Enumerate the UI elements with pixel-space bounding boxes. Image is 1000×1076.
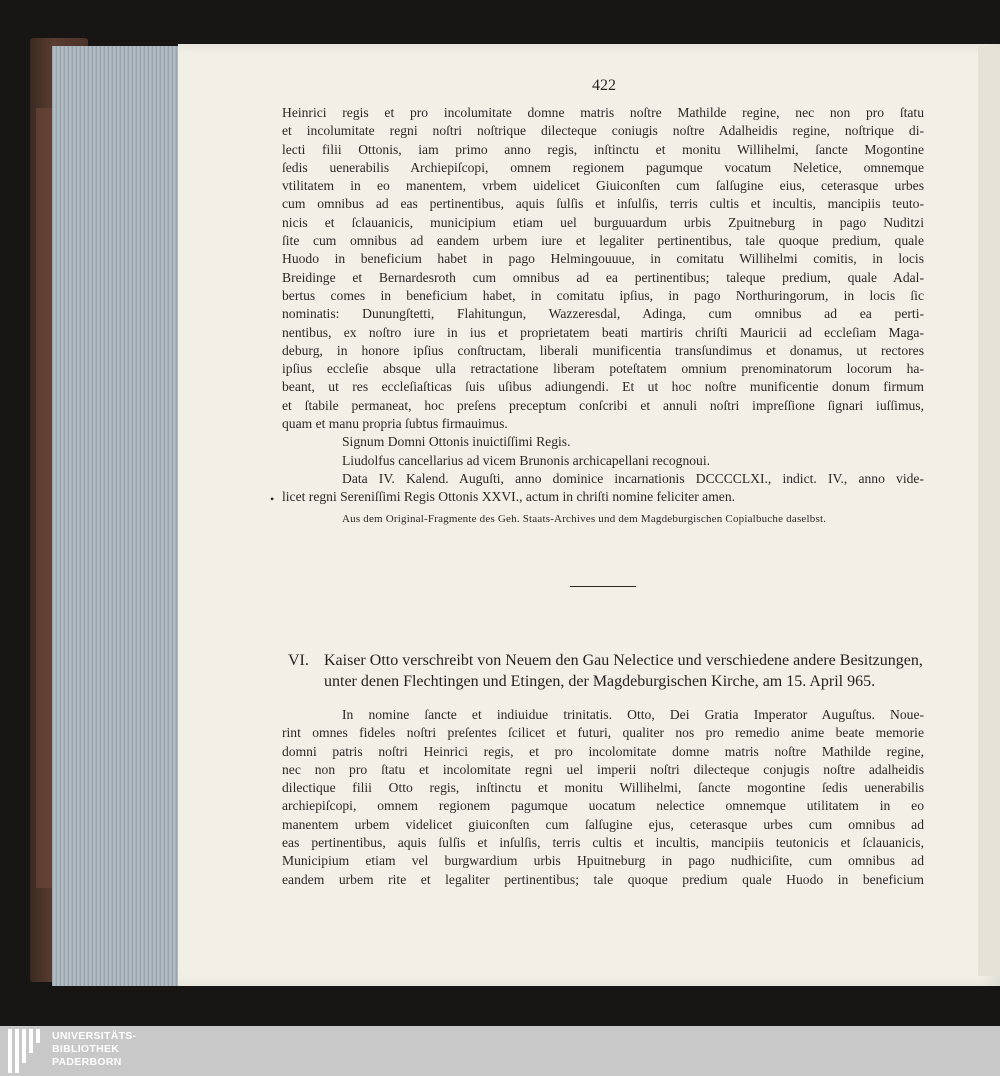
charter-2-line: nec non pro ſtatu et incolomitate regni uel imperii noſtri dilecteque conjugis noſtre adalheidis [282, 761, 924, 777]
heading-title-1: Kaiser Otto verschreibt von Neuem den Gau Nelectice und verschiedene andere Besitzungen, [324, 652, 923, 669]
heading-line-2: unter denen Flechtingen und Etingen, der Magdeburgischen Kirche, am 15. April 965. [324, 673, 876, 690]
signum-line: Signum Domni Ottonis inuictiſſimi Regis. [342, 434, 571, 450]
charter-1-text [282, 104, 924, 507]
charter-1-line: deburg, in honore ipſius conſtructam, liberali munificentia transſundimus et donamus, ut rectores [282, 342, 924, 358]
heading-number: VI. [288, 652, 309, 669]
charter-1-line: lecti filii Ottonis, iam primo anno regis, inſtinctu et monitu Willihelmi, ſancte Mogontine [282, 141, 924, 157]
heading-line-1 [288, 650, 928, 671]
charter-1-line: ipſius eccleſie absque ulla retractatione liberam poteſtatem omnium prenominatorum locorum ha- [282, 361, 924, 377]
dating-line-2: licet regni Sereniſſimi Regis Ottonis XXVI., actum in chriſti nomine feliciter amen. [282, 489, 736, 505]
charter-2-text [282, 706, 924, 889]
library-name-line-1: UNIVERSITÄTS- [52, 1030, 137, 1042]
charter-2-line: manentem urbem videlicet giuiconſten cum ſalſugine ejus, ceterasque urbes cum omnibus ad [282, 816, 924, 832]
charter-1-line: nicis et ſclauanicis, municipium etiam uel burguuardum urbis Zpuitneburg in pago Nuditzi [282, 214, 924, 230]
source-note: Aus dem Original-Fragmente des Geh. Staats-Archives und dem Magdeburgischen Copialbuche daselbst. [342, 513, 827, 525]
page-stack-edge [52, 46, 179, 986]
charter-1-line: cum omnibus ad eas pertinentibus, aquis ſulſis et inſulſis, terris cultis et incultis, mancipiis teuto- [282, 196, 924, 212]
library-name-line-2: BIBLIOTHEK [52, 1043, 120, 1055]
charter-2-line: archiepiſcopi, omnem regionem pagumque uocatum nelectice omnemque utilitatem in eo [282, 798, 924, 814]
charter-1-line: nominatis: Dunungſtetti, Flahitungun, Wazzeresdal, Adinga, cum omnibus ad ea perti- [282, 306, 924, 322]
charter-heading [288, 650, 928, 692]
charter-1-line: Heinrici regis et pro incolumitate domne matris noſtre Mathilde regine, nec non pro ſtatu [282, 105, 924, 120]
library-footer-bar [0, 1026, 1000, 1076]
charter-2-line: domni patris noſtri Heinrici regis, et pro incolomitate domne matris noſtre Mathilde regine, [282, 743, 924, 759]
charter-1-line: beant, ut res eccleſiaſticas ſuis uſibus adiungendi. Et ut hoc noſtre munificentie donum firmum [282, 379, 924, 395]
next-page-edge [978, 46, 1000, 976]
charter-1-line: quam et manu propria ſubtus firmauimus. [282, 416, 508, 432]
charter-1-line: et ſtabile permaneat, hoc preſens preceptum conſcribi et annuli noſtri impreſſione ſignari iuſſimus, [282, 397, 924, 413]
library-name [52, 1030, 136, 1069]
charter-1-line: bertus comes in beneficium habet, in comitatu ipſius, in pago Northuringorum, in locis ſic [282, 287, 924, 303]
library-logo-icon [8, 1029, 48, 1073]
charter-2-line: eandem urbem rite et legaliter pertinentibus; tale quoque predium quale Huodo in beneficium [282, 871, 924, 887]
charter-1-line: ſite cum omnibus ad eandem urbem iure et legaliter pertinentibus, tale quoque predium, quale [282, 233, 924, 249]
charter-1-line: nentibus, ex noſtro iure in ius et proprietatem beati martiris chriſti Mauricii ad eccleſiam Maga- [282, 324, 924, 340]
charter-1-line: Huodo in beneficium habet in pago Helmingouuue, in comitatu Willihelmi comitis, in locis [282, 251, 924, 267]
charter-2-line: rint omnes fideles noſtri preſentes ſcilicet et futuri, qualiter nos pro remedio anime beate memorie [282, 725, 924, 741]
page-number: 422 [592, 77, 616, 94]
charter-1-line: ſedis uenerabilis Archiepiſcopi, omnem regionem pagumque vocatum Neletice, omnemque [282, 159, 924, 175]
charter-1-line: Breidinge et Bernardesroth cum omnibus ad ea pertinentibus; taleque predium, quale Adal- [282, 269, 924, 285]
margin-mark: • [270, 492, 275, 506]
charter-2-line: Municipium etiam vel burgwardium urbis Hpuitneburg in pago nudhiciſite, cum omnibus ad [282, 853, 924, 869]
charter-2-line: dilectique filii Otto regis, inſtinctu et monitu Willihelmi, ſancte mogontine ſedis uenerabilis [282, 780, 924, 796]
recognition-line: Liudolfus cancellarius ad vicem Brunonis archicapellani recognoui. [342, 452, 711, 468]
charter-2-line: eas pertinentibus, aquis ſulſis et inſulſis, terris cultis et incultis, mancipiis teutonicis et ſclauanicis, [282, 835, 924, 851]
dating-line-1: Data IV. Kalend. Auguſti, anno dominice incarnationis DCCCCLXI., indict. IV., anno vide- [342, 470, 924, 486]
charter-1-line: vtilitatem in eo manentem, vrbem uidelicet Giuiconſten cum ſalſugine eius, ceterasque urbes [282, 178, 924, 194]
library-name-line-3: PADERBORN [52, 1056, 122, 1068]
section-divider [570, 586, 636, 587]
charter-1-line: et incolumitate regni noſtri noſtrique dilecteque coniugis noſtre Adalheidis regine, noſtrique di- [282, 123, 924, 139]
charter-2-line: In nomine ſancte et indiuidue trinitatis. Otto, Dei Gratia Imperator Auguſtus. Noue- [342, 707, 924, 722]
